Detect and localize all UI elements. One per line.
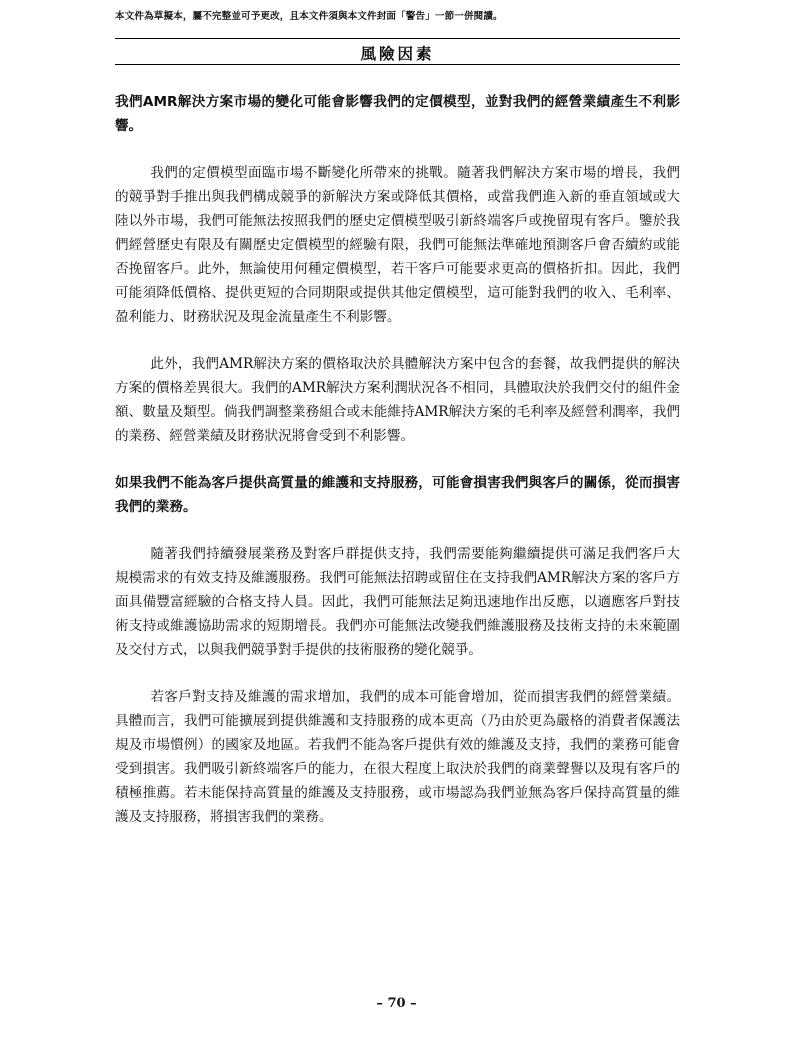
header-rule-bottom (115, 64, 680, 65)
risk-heading-pricing: 我們AMR解決方案市場的變化可能會影響我們的定價模型，並對我們的經營業績產生不利影響。 (115, 94, 680, 134)
document-body (115, 90, 680, 829)
paragraph: 此外，我們AMR解決方案的價格取決於具體解決方案中包含的套餐，故我們提供的解決方案的價格差異很大。我們的AMR解決方案利潤狀況各不相同，具體取決於我們交付的組件金額、數量及類型。倘我們調整業務組合或未能維持AMR解決方案的毛利率及經營利潤率，我們的業務、經營業績及財務狀況將會受到不利影響。 (115, 356, 680, 444)
page-number: – 70 – (376, 996, 417, 1011)
section-title: 風險因素 (360, 44, 435, 63)
paragraph: 若客戶對支持及維護的需求增加，我們的成本可能會增加，從而損害我們的經營業績。具體而言，我們可能擴展到提供維護和支持服務的成本更高（乃由於更為嚴格的消費者保護法規及市場慣例）的國家及地區。若我們不能為客戶提供有效的維護及支持，我們的業務可能會受到損害。我們吸引新終端客戶的能力，在很大程度上取決於我們的商業聲譽以及現有客戶的積極推薦。若未能保持高質量的維護及支持服務，或市場認為我們並無為客戶保持高質量的維護及支持服務，將損害我們的業務。 (115, 689, 680, 825)
risk-heading-support: 如果我們不能為客戶提供高質量的維護和支持服務，可能會損害我們與客戶的關係，從而損害我們的業務。 (115, 475, 680, 515)
header-rule-top (115, 38, 680, 39)
paragraph: 隨著我們持續發展業務及對客戶群提供支持，我們需要能夠繼續提供可滿足我們客戶大規模需求的有效支持及維護服務。我們可能無法招聘或留住在支持我們AMR解決方案的客戶方面具備豐富經驗的合格支持人員。因此，我們可能無法足夠迅速地作出反應，以適應客戶對技術支持或維護協助需求的短期增長。我們亦可能無法改變我們維護服務及技術支持的未來範圍及交付方式，以與我們競爭對手提供的技術服務的變化競爭。 (115, 546, 680, 658)
paragraph: 我們的定價模型面臨市場不斷變化所帶來的挑戰。隨著我們解決方案市場的增長，我們的競爭對手推出與我們構成競爭的新解決方案或降低其價格，或當我們進入新的垂直領域或大陸以外市場，我們可能無法按照我們的歷史定價模型吸引新終端客戶或挽留現有客戶。鑒於我們經營歷史有限及有關歷史定價模型的經驗有限，我們可能無法準確地預測客戶會否續約或能否挽留客戶。此外，無論使用何種定價模型，若干客戶可能要求更高的價格折扣。因此，我們可能須降低價格、提供更短的合同期限或提供其他定價模型，這可能對我們的收入、毛利率、盈利能力、財務狀況及現金流量產生不利影響。 (115, 165, 680, 325)
draft-notice: 本文件為草擬本，屬不完整並可予更改，且本文件須與本文件封面「警告」一節一併閱讀。 (115, 11, 503, 22)
